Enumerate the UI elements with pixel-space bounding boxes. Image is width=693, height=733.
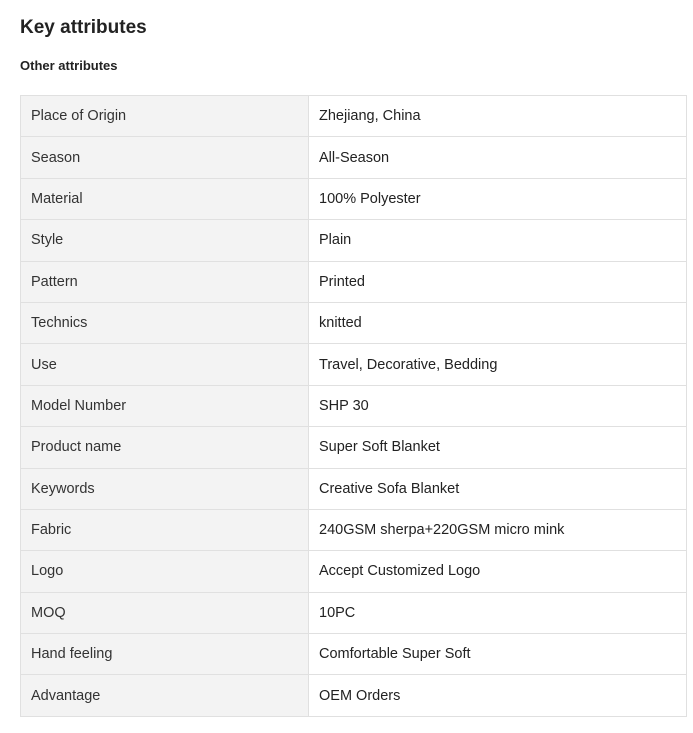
- attribute-key: Logo: [21, 551, 309, 592]
- table-row: [21, 427, 687, 468]
- attribute-key: Place of Origin: [21, 96, 309, 137]
- table-row: [21, 468, 687, 509]
- attribute-value: knitted: [309, 302, 687, 343]
- table-row: [21, 385, 687, 426]
- attribute-value: Creative Sofa Blanket: [309, 468, 687, 509]
- attribute-key: Pattern: [21, 261, 309, 302]
- attribute-value: Travel, Decorative, Bedding: [309, 344, 687, 385]
- table-row: [21, 634, 687, 675]
- attribute-value: Zhejiang, China: [309, 96, 687, 137]
- attribute-value: 240GSM sherpa+220GSM micro mink: [309, 509, 687, 550]
- table-row: [21, 675, 687, 716]
- table-row: [21, 344, 687, 385]
- table-row: [21, 178, 687, 219]
- table-row: [21, 551, 687, 592]
- table-row: [21, 96, 687, 137]
- attribute-value: 100% Polyester: [309, 178, 687, 219]
- attributes-table: [20, 95, 687, 717]
- attribute-key: Advantage: [21, 675, 309, 716]
- attribute-key: Keywords: [21, 468, 309, 509]
- attribute-key: Fabric: [21, 509, 309, 550]
- subsection-title: Other attributes: [20, 58, 118, 73]
- attribute-value: Comfortable Super Soft: [309, 634, 687, 675]
- table-row: [21, 220, 687, 261]
- section-title: Key attributes: [20, 17, 147, 38]
- attribute-value: Accept Customized Logo: [309, 551, 687, 592]
- attribute-key: MOQ: [21, 592, 309, 633]
- attribute-value: Super Soft Blanket: [309, 427, 687, 468]
- attribute-value: 10PC: [309, 592, 687, 633]
- attribute-key: Product name: [21, 427, 309, 468]
- attribute-value: Printed: [309, 261, 687, 302]
- attribute-key: Hand feeling: [21, 634, 309, 675]
- table-row: [21, 137, 687, 178]
- table-row: [21, 509, 687, 550]
- table-row: [21, 592, 687, 633]
- attribute-key: Season: [21, 137, 309, 178]
- attribute-value: All-Season: [309, 137, 687, 178]
- attribute-key: Style: [21, 220, 309, 261]
- attribute-key: Material: [21, 178, 309, 219]
- attribute-key: Technics: [21, 302, 309, 343]
- attribute-value: SHP 30: [309, 385, 687, 426]
- attribute-key: Use: [21, 344, 309, 385]
- attribute-value: Plain: [309, 220, 687, 261]
- attribute-value: OEM Orders: [309, 675, 687, 716]
- table-row: [21, 261, 687, 302]
- table-row: [21, 302, 687, 343]
- attribute-key: Model Number: [21, 385, 309, 426]
